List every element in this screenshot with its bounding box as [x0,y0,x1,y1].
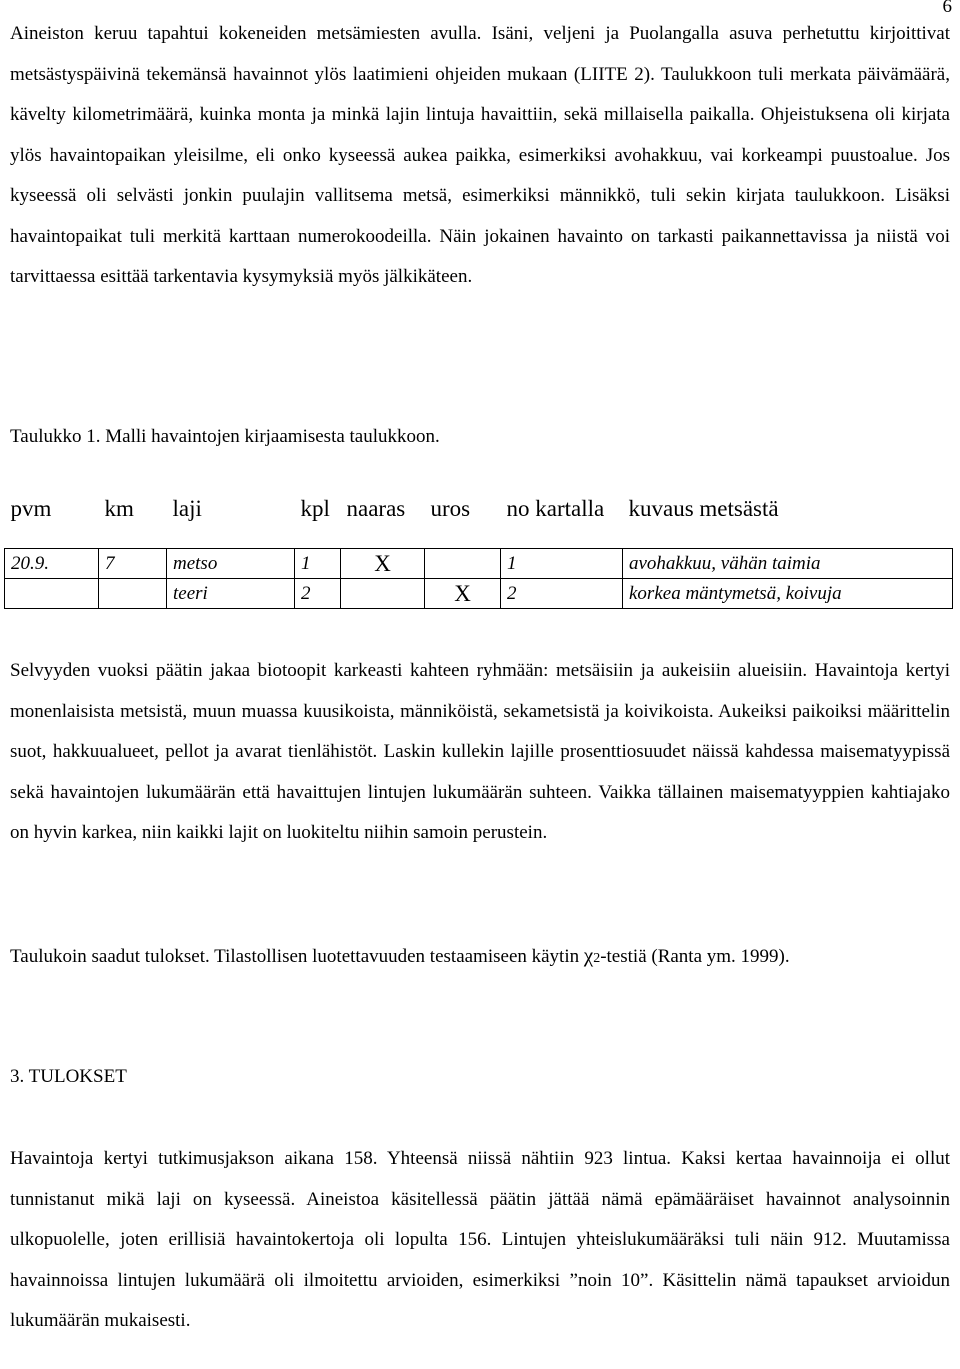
cell-kuvaus: korkea mäntymetsä, koivuja [623,578,953,608]
paragraph-biotopes: Selvyyden vuoksi päätin jakaa biotoopit karkeasti kahteen ryhmään: metsäisiin ja aukeisiin alueisiin. Havaintoja kertyi monenlaisista metsistä, muun muassa kuusikoista, männiköistä, sekametsistä ja koivikoista. Aukeiksi paikoiksi määrittelin suot, hakkuualueet, pellot ja avarat tienlähistöt. Laskin kullekin lajille prosenttiosuudet näissä kahdessa maisematyypissä sekä havaintojen lukumäärän että havaittujen lintujen lukumäärän suhteen. Vaikka tällainen maisematyyppien kahtiajako on hyvin karkea, niin kaikki lajit on luokiteltu niihin samoin perustein. [10,660,950,843]
table-row [5,548,953,578]
cell-laji: metso [167,548,295,578]
header-no-kartalla: no kartalla [501,488,623,548]
table-caption: Taulukko 1. Malli havaintojen kirjaamisesta taulukkoon. [10,426,440,447]
paragraph-statistics [10,935,950,980]
section-heading-results: 3. TULOKSET [10,1066,127,1087]
cell-kpl: 1 [295,548,341,578]
cell-pvm: 20.9. [5,548,99,578]
header-kpl: kpl [295,488,341,548]
header-pvm: pvm [5,488,99,548]
paragraph-data-collection: Aineiston keruu tapahtui kokeneiden metsämiesten avulla. Isäni, veljeni ja Puolangalla asuva perhetuttu kirjoittivat metsästyspäivinä tekemänsä havainnot ylös laatimieni ohjeiden mukaan (LIITE 2). Taulukkoon tuli merkata päivämäärä, kävelty kilometrimäärä, kuinka monta ja minkä lajin lintuja havaittiin, sekä millaisella paikalla. Ohjeistuksena oli kirjata ylös havaintopaikan yleisilme, eli onko kyseessä aukea paikka, esimerkiksi avohakkuu, vai korkeampi puustoalue. Jos kyseessä oli selvästi jonkin puulajin vallitsema metsä, esimerkiksi männikkö, tuli sekin kirjata taulukkoon. Lisäksi havaintopaikat tuli merkitä karttaan numerokoodeilla. Näin jokainen havainto on tarkasti paikannettavissa ja niistä voi tarvittaessa esittää tarkentavia kysymyksiä myös jälkikäteen. [10,23,950,287]
observation-table [4,488,953,609]
header-kuvaus: kuvaus metsästä [623,488,953,548]
cell-uros: X [425,578,501,608]
paragraph-results: Havaintoja kertyi tutkimusjakson aikana 158. Yhteensä niissä nähtiin 923 lintua. Kaksi kertaa havainnoija ei ollut tunnistanut mikä laji on kyseessä. Aineistoa käsitellessä päätin jättää nämä epämääräiset havainnot analysoinnin ulkopuolelle, joten erillisiä havaintokertoja oli lopulta 156. Lintujen yhteislukumääräksi tuli näin 912. Muutamissa havainnoissa lintujen lukumäärä oli ilmoitettu arvioiden, esimerkiksi ”noin 10”. Käsittelin nämä tapaukset arvioidun lukumäärän mukaisesti. [10,1148,950,1331]
cell-kuvaus: avohakkuu, vähän taimia [623,548,953,578]
table-row [5,578,953,608]
cell-km: 7 [99,548,167,578]
cell-naaras [341,578,425,608]
chi-symbol: χ [583,943,594,967]
cell-naaras: X [341,548,425,578]
cell-km [99,578,167,608]
cell-kpl: 2 [295,578,341,608]
cell-no-kartalla: 2 [501,578,623,608]
cell-no-kartalla: 1 [501,548,623,578]
cell-pvm [5,578,99,608]
header-km: km [99,488,167,548]
header-uros: uros [425,488,501,548]
cell-laji: teeri [167,578,295,608]
statistics-text-before: Taulukoin saadut tulokset. Tilastollisen luotettavuuden testaamiseen käytin [10,946,584,967]
table-header-row [5,488,953,548]
header-naaras: naaras [341,488,425,548]
cell-uros [425,548,501,578]
header-laji: laji [167,488,295,548]
page-number: 6 [942,0,952,17]
statistics-text-after: -testiä (Ranta ym. 1999). [600,946,790,967]
chi-subscript: 2 [593,951,601,966]
